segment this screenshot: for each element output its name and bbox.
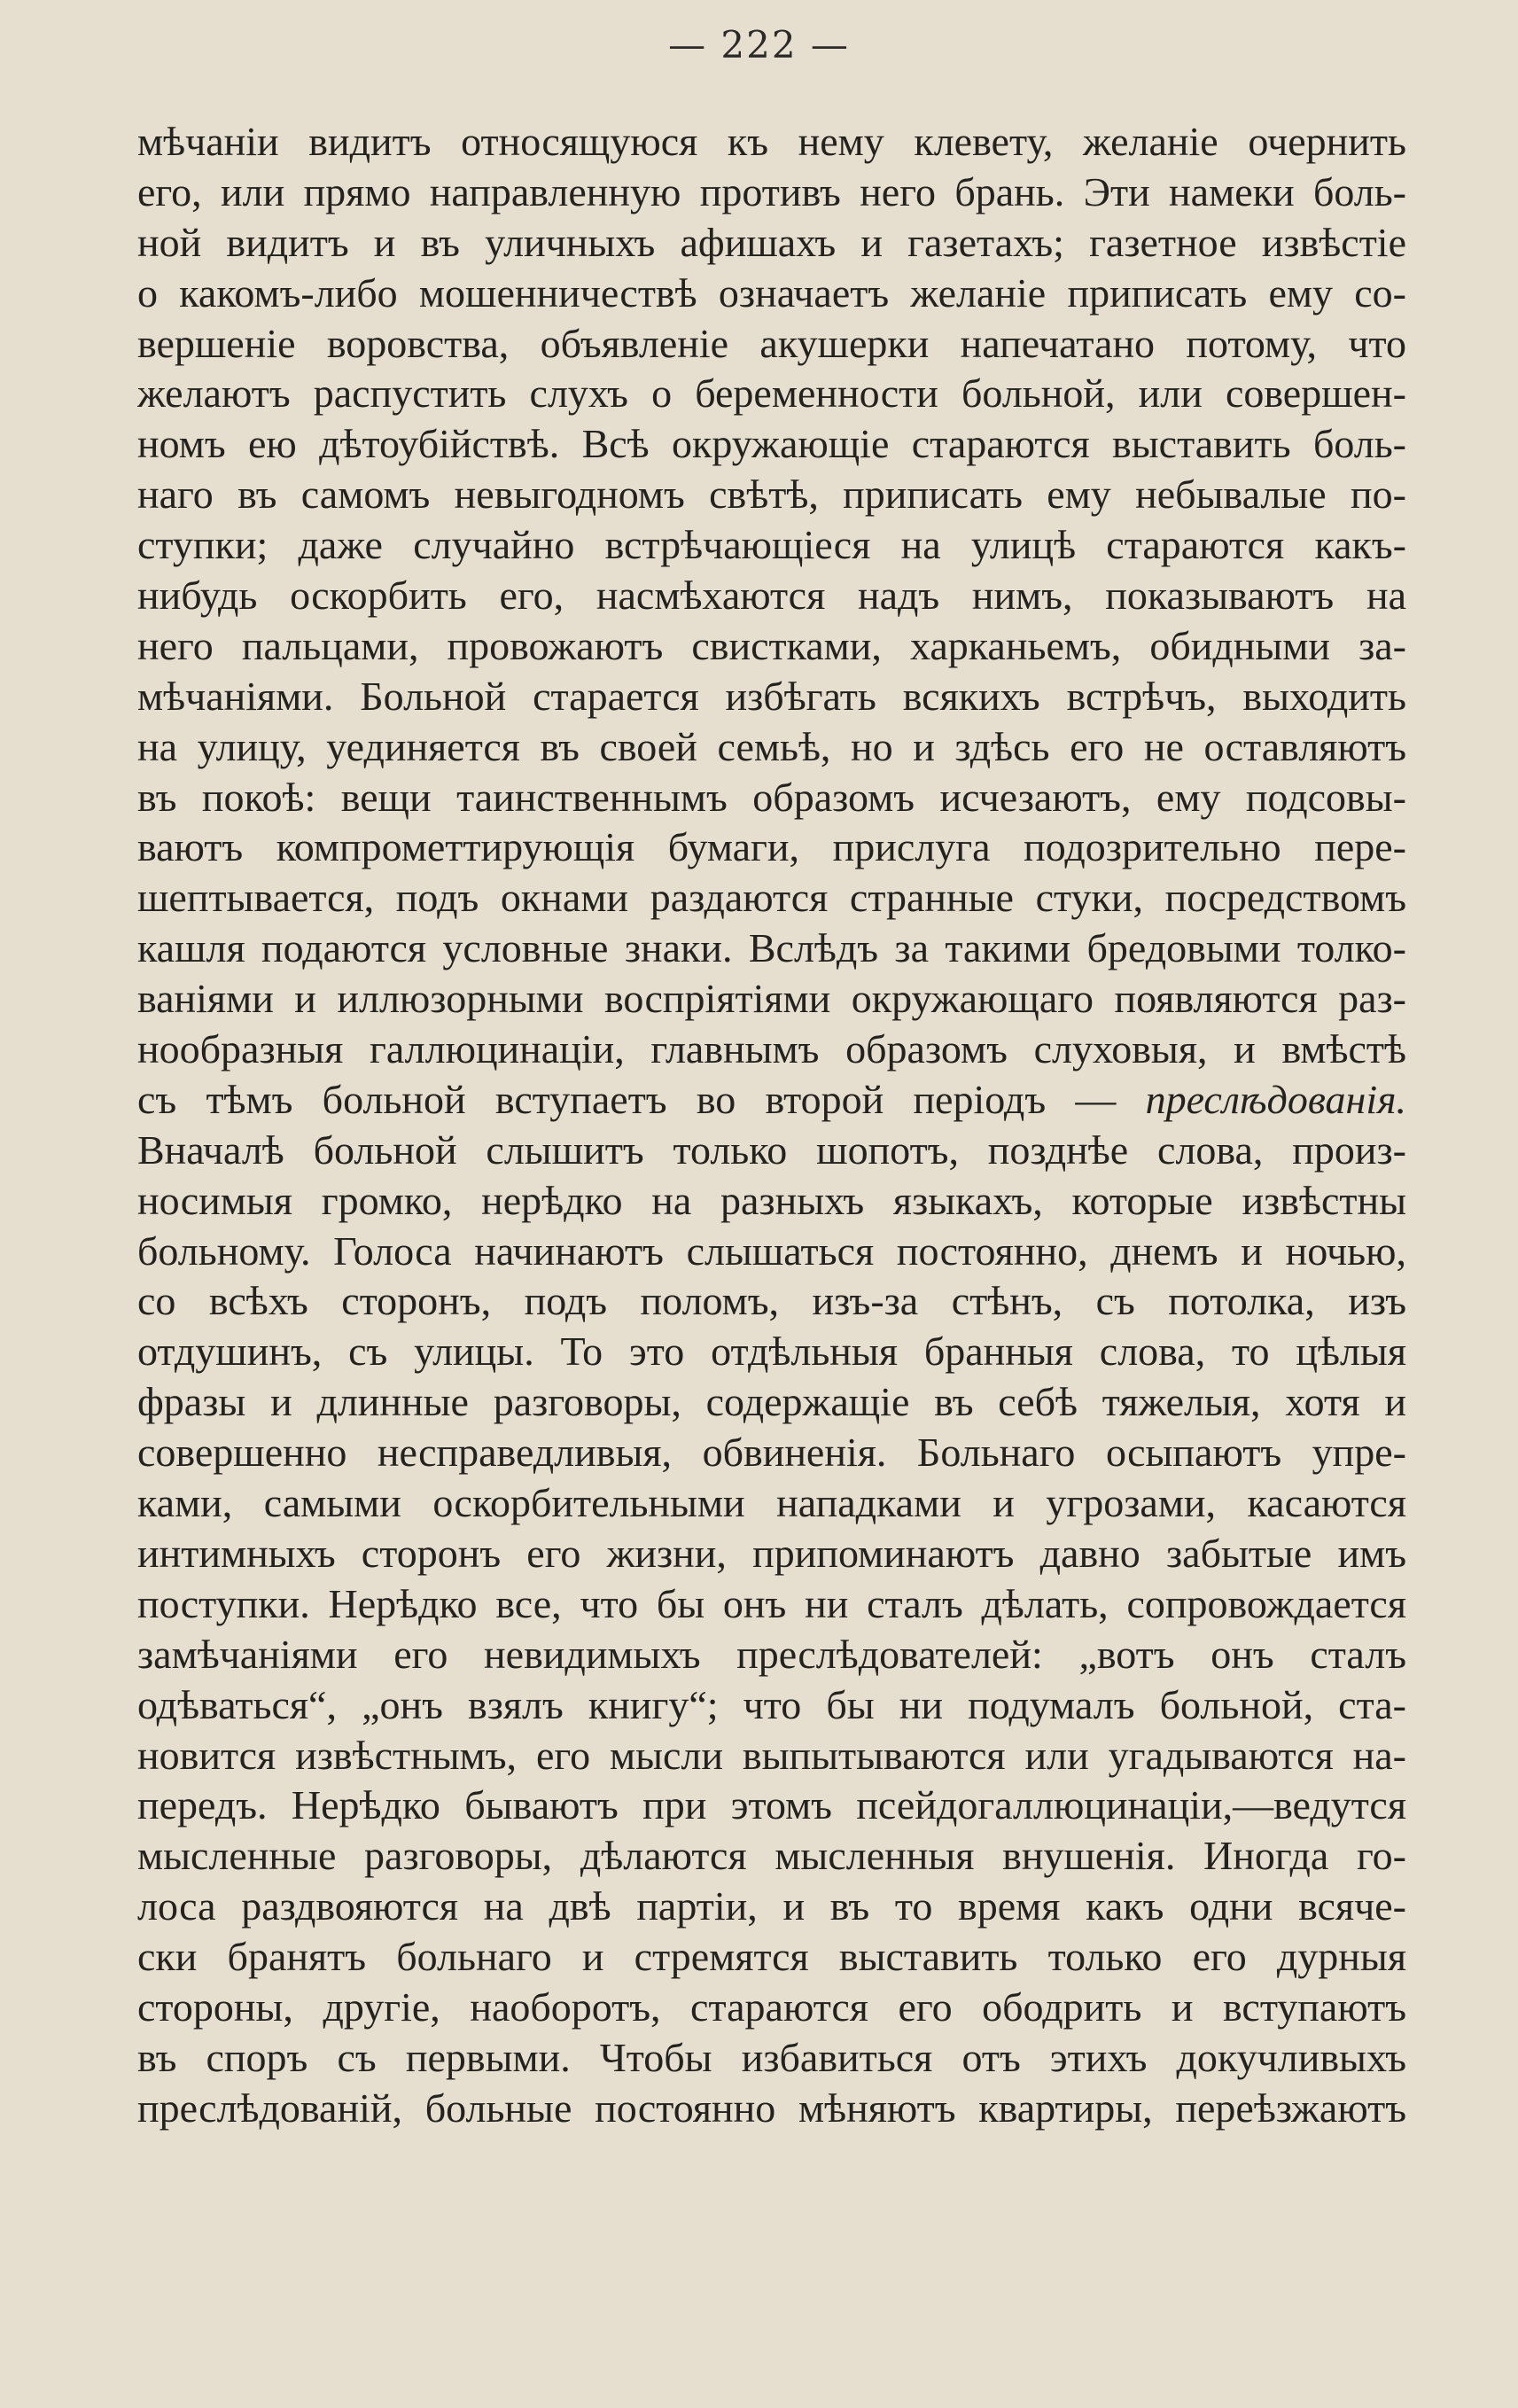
text-line: одѣваться“, „онъ взялъ книгу“; что бы ни подумалъ больной, ста- <box>137 1681 1406 1727</box>
text-line: нообразныя галлюцинаціи, главнымъ образомъ слуховыя, и вмѣстѣ <box>137 1026 1406 1072</box>
text-line: интимныхъ сторонъ его жизни, припоминаютъ давно забытые имъ <box>137 1530 1406 1576</box>
page-number: — 222 — <box>668 23 850 66</box>
text-line: передъ. Нерѣдко бываютъ при этомъ псейдогаллюцинаціи,—ведутся <box>137 1782 1406 1828</box>
text-line: на улицу, уединяется въ своей семьѣ, но и здѣсь его не оставляютъ <box>137 723 1406 769</box>
text-line: новится извѣстнымъ, его мысли выпытываются или угадываются на- <box>137 1732 1406 1778</box>
text-line: совершенно несправедливыя, обвиненія. Больнаго осыпаютъ упре- <box>137 1430 1406 1476</box>
text-line: желаютъ распустить слухъ о беременности больной, или совершен- <box>137 370 1406 417</box>
text-line: мысленные разговоры, дѣлаются мысленныя внушенія. Иногда го- <box>137 1833 1406 1879</box>
text-line: фразы и длинные разговоры, содержащіе въ себѣ тяжелыя, хотя и <box>137 1379 1406 1425</box>
text-line: лоса раздвояются на двѣ партіи, и въ то время какъ одни всяче- <box>137 1883 1406 1929</box>
text-line: его, или прямо направленную противъ него брань. Эти намеки боль- <box>137 168 1406 214</box>
text-line: ками, самыми оскорбительными нападками и угрозами, касаются <box>137 1480 1406 1526</box>
text-line: него пальцами, провожаютъ свистками, харканьемъ, обидными за- <box>137 622 1406 668</box>
text-line: мѣчаніи видитъ относящуюся къ нему клевету, желаніе очернить <box>137 119 1406 164</box>
text-line: стороны, другіе, наоборотъ, стараются его ободрить и вступаютъ <box>137 1983 1406 2030</box>
text-line: со всѣхъ сторонъ, подъ поломъ, изъ-за стѣнъ, съ потолка, изъ <box>137 1278 1406 1324</box>
text-line: кашля подаются условные знаки. Вслѣдъ за такими бредовыми толко- <box>137 925 1406 971</box>
text-line: въ покоѣ: вещи таинственнымъ образомъ исчезаютъ, ему подсовы- <box>137 774 1406 820</box>
text-line: о какомъ-либо мошенничествѣ означаетъ желаніе приписать ему со- <box>137 269 1406 316</box>
text-line: носимыя громко, нерѣдко на разныхъ языкахъ, которые извѣстны <box>137 1177 1406 1223</box>
text-line: ной видитъ и въ уличныхъ афишахъ и газетахъ; газетное извѣстіе <box>137 219 1406 265</box>
text-line: наго въ самомъ невыгодномъ свѣтѣ, приписать ему небывалые по- <box>137 471 1406 518</box>
text-line: ваніями и иллюзорными воспріятіями окружающаго появляются раз- <box>137 976 1406 1022</box>
italic-term: преслѣдованія. <box>1145 1076 1406 1122</box>
text-line: мѣчаніями. Больной старается избѣгать всякихъ встрѣчъ, выходить <box>137 673 1406 719</box>
text-line: ступки; даже случайно встрѣчающіеся на улицѣ стараются какъ- <box>137 522 1406 568</box>
text-line: нибудь оскорбить его, насмѣхаются надъ нимъ, показываютъ на <box>137 573 1406 619</box>
text-line: замѣчаніями его невидимыхъ преслѣдователей: „вотъ онъ сталъ <box>137 1631 1406 1677</box>
body-text <box>137 117 1406 2134</box>
text-line: больному. Голоса начинаютъ слышаться постоянно, днемъ и ночью, <box>137 1227 1406 1274</box>
text-line: отдушинъ, съ улицы. То это отдѣльныя бранныя слова, то цѣлыя <box>137 1329 1406 1375</box>
text-line: поступки. Нерѣдко все, что бы онъ ни сталъ дѣлать, сопровождается <box>137 1580 1406 1626</box>
text-line-start: съ тѣмъ больной вступаетъ во второй періодъ — <box>137 1076 1146 1122</box>
text-line-with-italic <box>137 1075 1406 1126</box>
text-line: номъ ею дѣтоубійствѣ. Всѣ окружающіе стараются выставить боль- <box>137 421 1406 467</box>
text-line: въ споръ съ первыми. Чтобы избавиться отъ этихъ докучливыхъ <box>137 2034 1406 2080</box>
text-line: вершеніе воровства, объявленіе акушерки напечатано потому, что <box>137 320 1406 366</box>
text-line: ски бранятъ больнаго и стремятся выставить только его дурныя <box>137 1934 1406 1980</box>
text-line: шептывается, подъ окнами раздаются странные стуки, посредствомъ <box>137 875 1406 921</box>
text-line: преслѣдованій, больные постоянно мѣняютъ квартиры, переѣзжаютъ <box>137 2085 1406 2131</box>
text-line: ваютъ компрометтирующія бумаги, прислуга подозрительно пере- <box>137 824 1406 870</box>
text-line: Вначалѣ больной слышитъ только шопотъ, позднѣе слова, произ- <box>137 1126 1406 1173</box>
